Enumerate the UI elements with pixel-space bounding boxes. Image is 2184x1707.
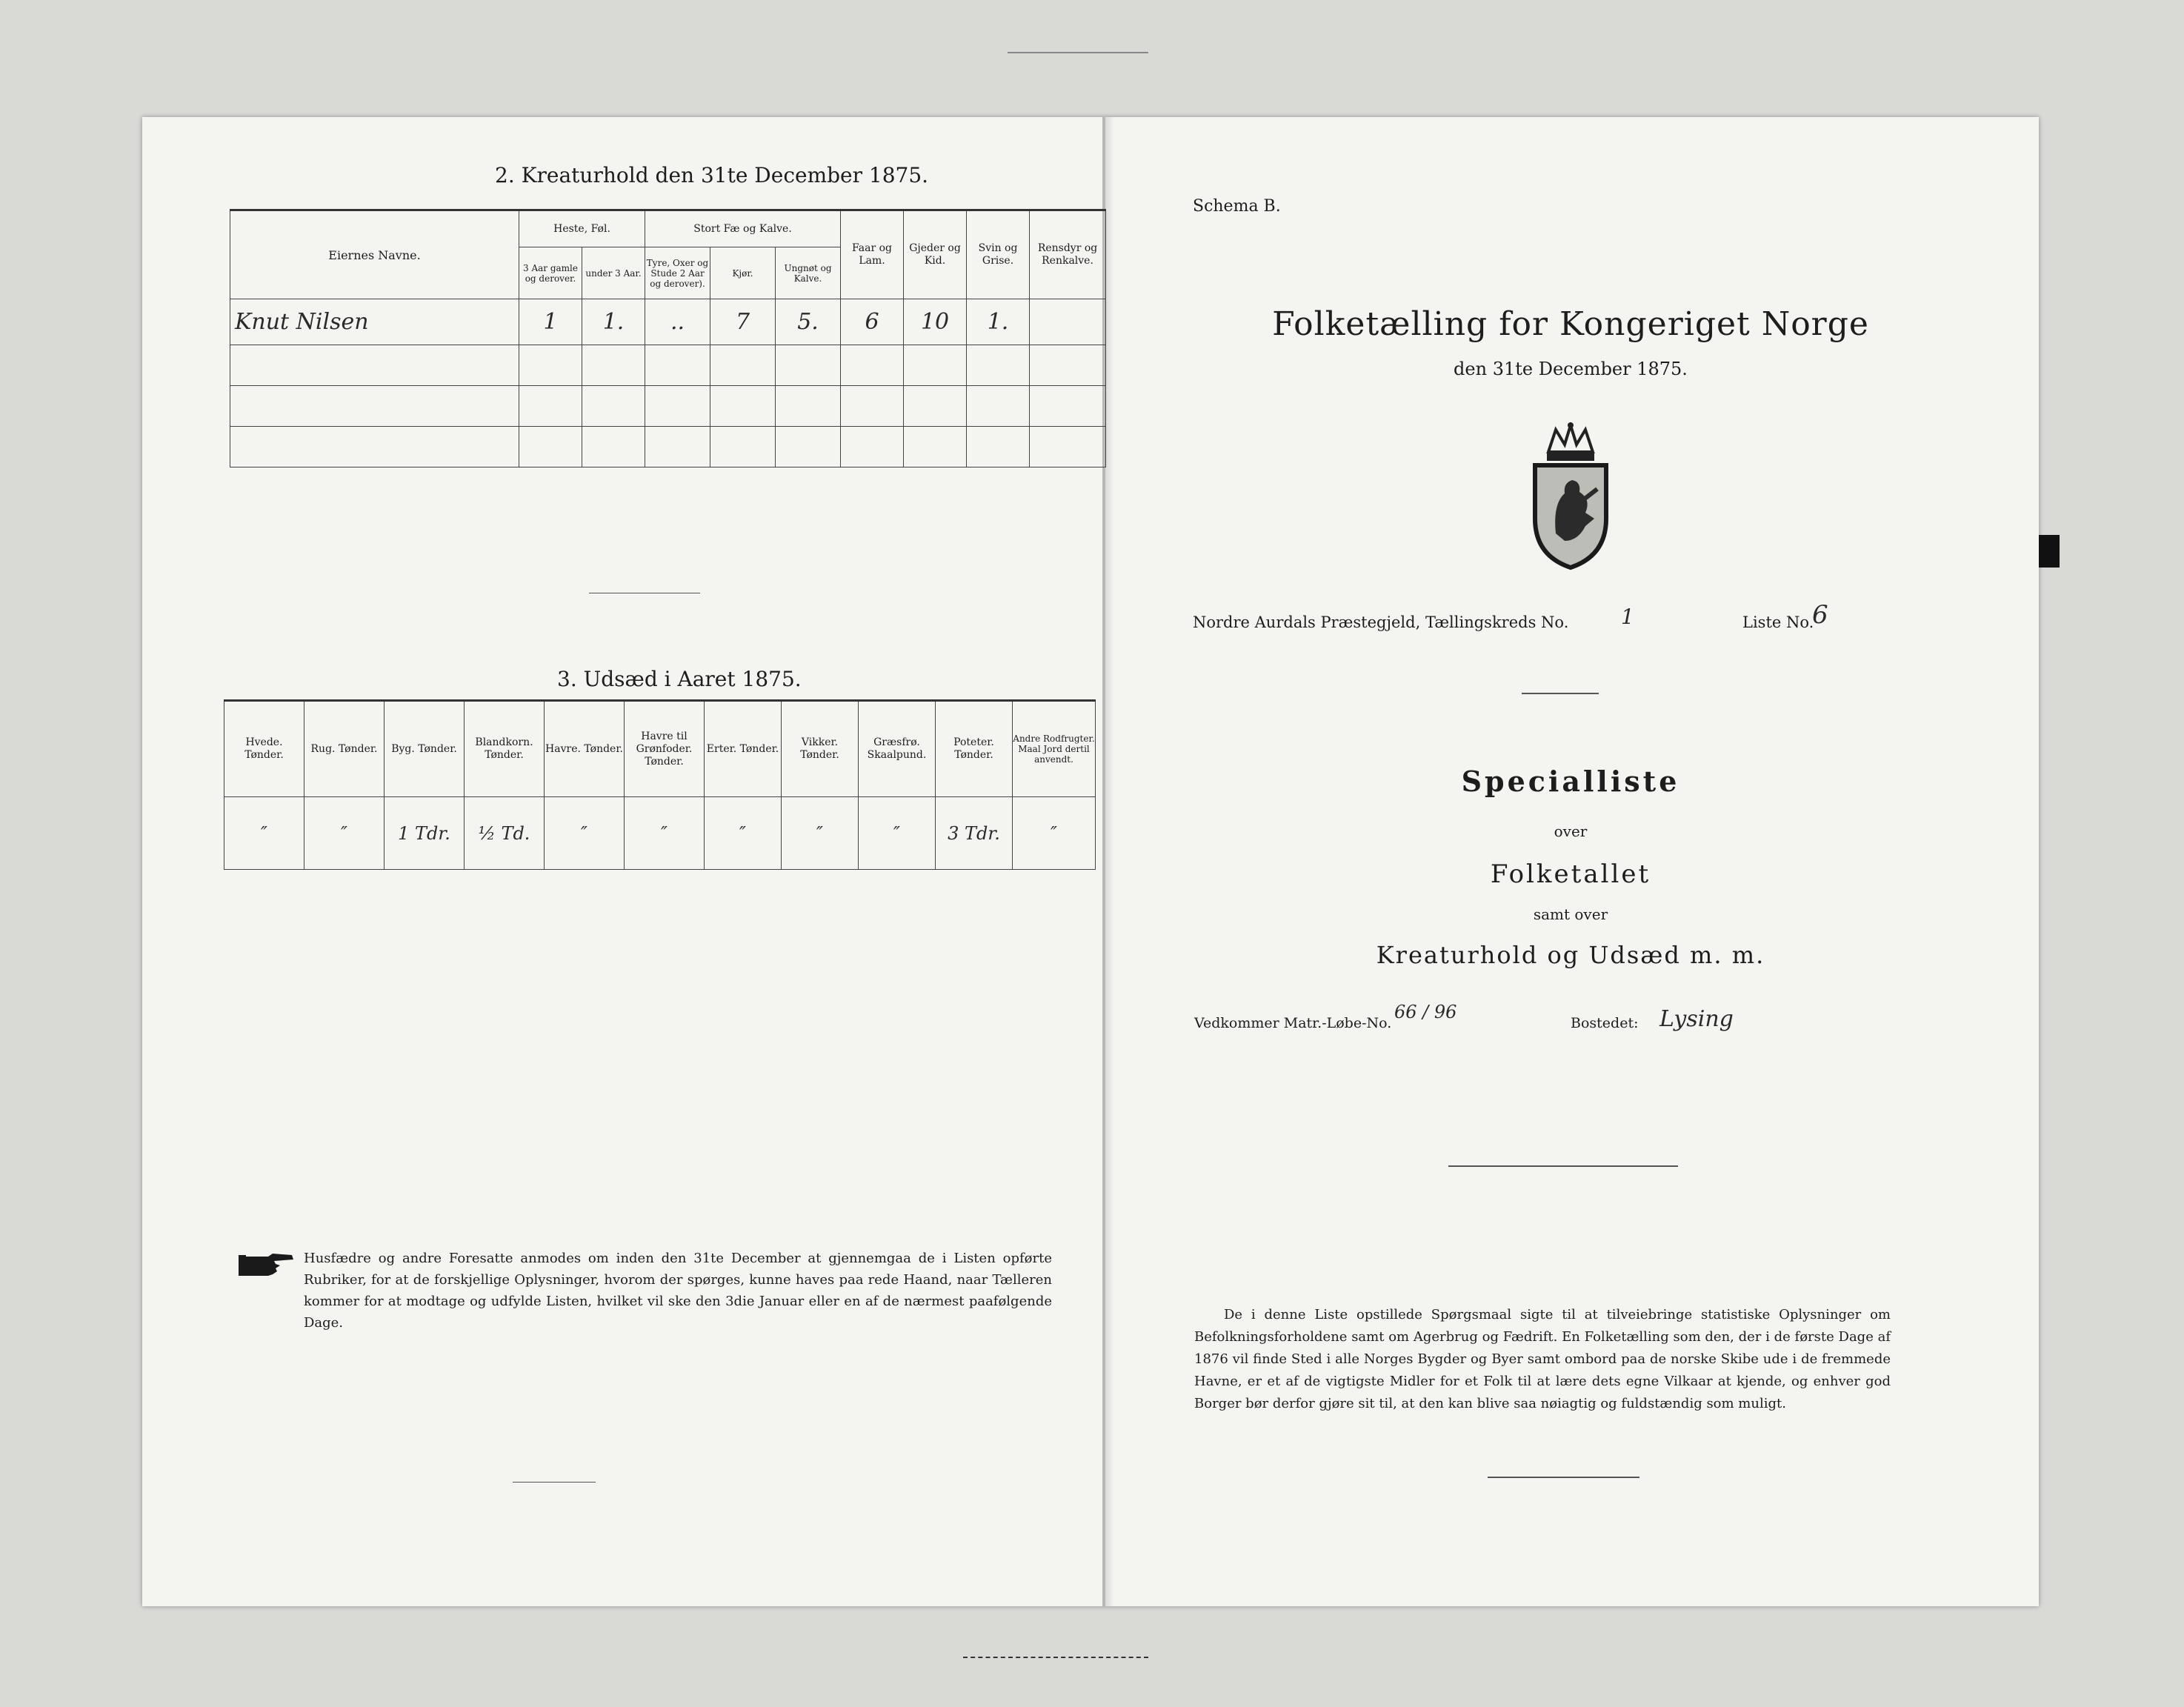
pointing-hand-icon	[239, 1251, 295, 1282]
header-havre: Havre. Tønder.	[545, 701, 625, 797]
header-eiernes-navne: Eiernes Navne.	[230, 210, 519, 299]
divider	[513, 1482, 596, 1483]
header-faar: Faar og Lam.	[841, 210, 904, 299]
header-poteter: Poteter. Tønder.	[936, 701, 1013, 797]
cell-tyre: ..	[645, 299, 710, 345]
cell-ungnot: 5.	[776, 299, 841, 345]
header-hvede: Hvede. Tønder.	[224, 701, 304, 797]
owner-name: Knut Nilsen	[230, 299, 519, 345]
cell-gjeder: 10	[904, 299, 967, 345]
cell-havre: ″	[545, 797, 625, 870]
district-label: Nordre Aurdals Præstegjeld, Tællingskreds No.	[1193, 613, 1569, 631]
header-blandkorn: Blandkorn. Tønder.	[465, 701, 545, 797]
section3-title: 3. Udsæd i Aaret 1875.	[557, 667, 802, 691]
samt-over-text: samt over	[1533, 905, 1608, 923]
table-row	[230, 299, 1106, 345]
header-vikker: Vikker. Tønder.	[782, 701, 859, 797]
header-heste-young: under 3 Aar.	[582, 247, 645, 299]
matr-label: Vedkommer Matr.-Løbe-No.	[1194, 1015, 1392, 1031]
cell-byg: 1 Tdr.	[384, 797, 465, 870]
explanation-paragraph: De i denne Liste opstillede Spørgsmaal sigte til at tilveiebringe statistiske Oplysninger om Befolkningsforholdene samt om Agerbrug og Fædrift. En Folketælling som den, der i de første Dage af 1876 vil finde Sted i alle Norges Bygder og Byer samt ombord paa de norske Skibe ude i de fremmede Havne, er et af de vigtigste Midler for et Folk til at lære dets egne Vilkaar at kjende, og enhver god Borger bør derfor gjøre sit til, at den kan blive saa nøiagtig og fuldstændig som muligt.	[1194, 1307, 1891, 1411]
header-andre-rodfrugter: Andre Rodfrugter. Maal Jord dertil anvendt.	[1013, 701, 1096, 797]
main-title: Folketælling for Kongeriget Norge	[1272, 305, 1869, 343]
header-heste: Heste, Føl.	[519, 210, 645, 247]
cell-blandkorn: ½ Td.	[465, 797, 545, 870]
divider	[1522, 693, 1599, 694]
table-row	[230, 386, 1106, 427]
schema-label: Schema B.	[1193, 197, 1281, 216]
header-tyre: Tyre, Oxer og Stude 2 Aar og derover).	[645, 247, 710, 299]
cell-rensdyr	[1030, 299, 1106, 345]
cell-faar: 6	[841, 299, 904, 345]
cell-erter: ″	[705, 797, 782, 870]
main-date: den 31te December 1875.	[1454, 359, 1688, 379]
liste-label: Liste No.	[1742, 613, 1814, 631]
folketallet-title: Folketallet	[1490, 859, 1651, 889]
cell-svin: 1.	[967, 299, 1030, 345]
header-svin: Svin og Grise.	[967, 210, 1030, 299]
cell-rug: ″	[304, 797, 384, 870]
over-text: over	[1554, 822, 1588, 840]
footnote-text: Husfædre og andre Foresatte anmodes om inden den 31te December at gjennemgaa de i Listen opførte Rubriker, for at de forskjellige Oplysninger, hvorom der spørges, kunne haves paa rede Haand, naar Tælleren kommer for at modtage og udfylde Listen, hvilket vil ske den 3die Januar eller en af de nærmest paafølgende Dage.	[304, 1251, 1052, 1331]
table-row	[230, 345, 1106, 386]
cell-heste-old: 1	[519, 299, 582, 345]
table-row	[224, 797, 1096, 870]
fold-shadow	[1105, 117, 1114, 1606]
divider	[1488, 1477, 1639, 1478]
cell-hvede: ″	[224, 797, 304, 870]
cell-poteter: 3 Tdr.	[936, 797, 1013, 870]
bosted-value: Lysing	[1659, 1006, 1734, 1032]
header-rensdyr: Rensdyr og Renkalve.	[1030, 210, 1106, 299]
cell-heste-young: 1.	[582, 299, 645, 345]
header-gjeder: Gjeder og Kid.	[904, 210, 967, 299]
bosted-label: Bostedet:	[1571, 1015, 1639, 1031]
header-heste-old: 3 Aar gamle og derover.	[519, 247, 582, 299]
header-rug: Rug. Tønder.	[304, 701, 384, 797]
header-ungnot: Ungnøt og Kalve.	[776, 247, 841, 299]
header-stort-fae: Stort Fæ og Kalve.	[645, 210, 841, 247]
header-graesfro: Græsfrø. Skaalpund.	[859, 701, 936, 797]
cell-vikker: ″	[782, 797, 859, 870]
header-havre-gronfoder: Havre til Grønfoder. Tønder.	[625, 701, 705, 797]
coat-of-arms-icon	[1526, 422, 1615, 573]
header-kjor: Kjør.	[710, 247, 776, 299]
cell-andre-rodfrugter: ″	[1013, 797, 1096, 870]
cell-graesfro: ″	[859, 797, 936, 870]
matr-value: 66 / 96	[1394, 1002, 1457, 1022]
cell-kjor: 7	[710, 299, 776, 345]
sowing-table	[224, 699, 1096, 870]
kreaturhold-title: Kreaturhold og Udsæd m. m.	[1376, 941, 1765, 969]
liste-number: 6	[1812, 600, 1828, 630]
divider	[1448, 1165, 1678, 1167]
section2-title: 2. Kreaturhold den 31te December 1875.	[495, 163, 929, 187]
livestock-table	[230, 209, 1106, 467]
district-number: 1	[1621, 605, 1634, 629]
header-erter: Erter. Tønder.	[705, 701, 782, 797]
bottom-scribble	[963, 1657, 1148, 1660]
specialliste-title: Specialliste	[1461, 765, 1680, 798]
header-byg: Byg. Tønder.	[384, 701, 465, 797]
top-rule	[1008, 52, 1148, 53]
table-row	[230, 427, 1106, 467]
cell-havre-gronfoder: ″	[625, 797, 705, 870]
edge-tab-mark	[2039, 535, 2060, 568]
